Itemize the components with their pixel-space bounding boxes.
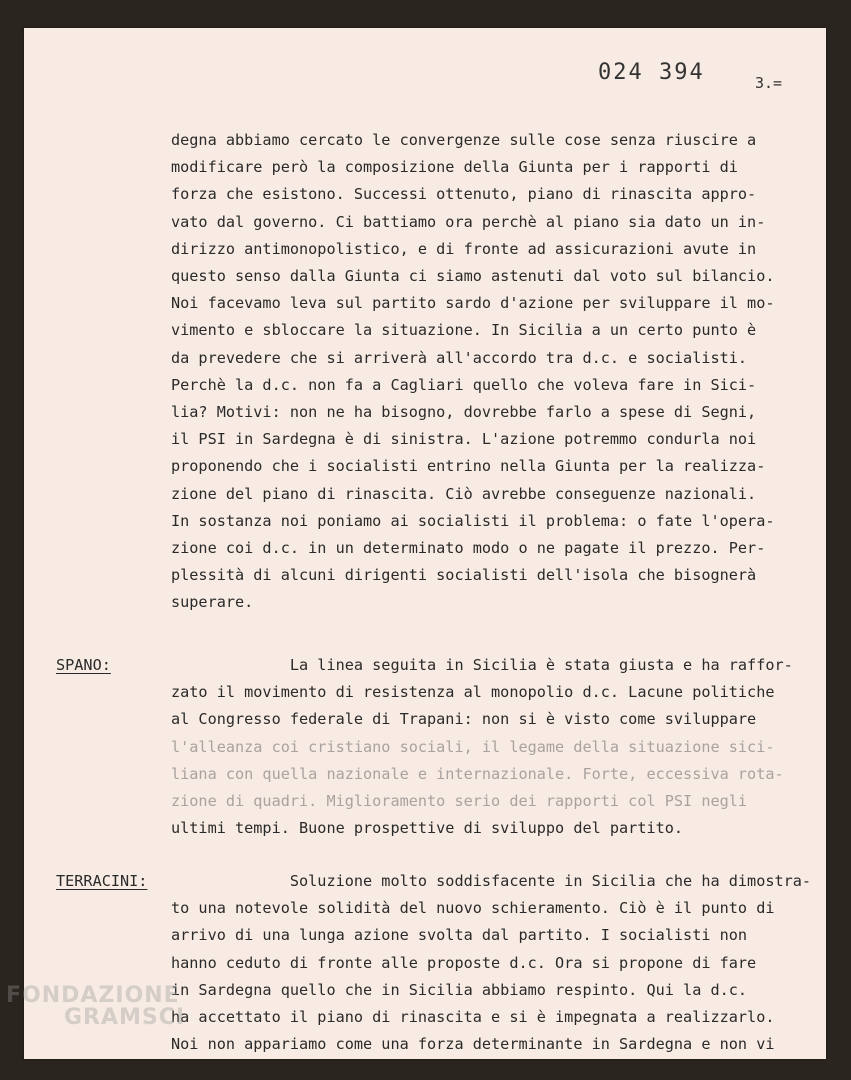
watermark-line-1: FONDAZIONE xyxy=(6,983,180,1008)
speaker-spano: SPANO: xyxy=(56,656,111,674)
watermark-line-2: GRAMSCI xyxy=(64,1005,186,1030)
speaker-terracini: TERRACINI: xyxy=(56,872,148,890)
terracini-remarks: Soluzione molto soddisfacente in Sicilia che ha dimostra- to una notevole solidità del nuovo schieramento. Ciò è il punto di arrivo di una lunga azione svolta dal partito. I socialisti non hanno ceduto di fronte alle proposte d.c. Ora si propone di fare in Sardegna quello che in Sicilia abbiamo respinto. Qui la d.c. ha accettato il piano di rinascita e si è impegnata a realizzarlo. Noi non appariamo come una forza determinante in Sardegna e non vi xyxy=(171,872,812,1054)
paragraph-1: degna abbiamo cercato le convergenze sulle cose senza riuscire a modificare però la composizione della Giunta per i rapporti di forza che esistono. Successi ottenuto, piano di rinascita appro- vato dal governo. Ci battiamo ora perchè al piano sia dato un in- dirizzo antimonopolistico, e di fronte ad assicurazioni avute in questo senso dalla Giunta ci siamo astenuti dal voto sul bilancio. Noi facevamo leva sul partito sardo d'azione per sviluppare il mo- vimento e sbloccare la situazione. In Sicilia a un certo punto è da prevedere che si arriverà all'accordo tra d.c. e socialisti. Perchè la d.c. non fa a Cagliari quello che voleva fare in Sici- lia? Motivi: non ne ha bisogno, dovrebbe farlo a spese di Segni, il PSI in Sardegna è di sinistra. L'azione potremmo condurla noi proponendo che i socialisti entrino nella Giunta per la realizza- zione del piano di rinascita. Ciò avrebbe conseguenze nazionali. In sostanza noi poniamo ai socialisti il problema: o fate l'opera- zione coi d.c. in un determinato modo o ne pagate il prezzo. Per- plessità di alcuni dirigenti socialisti dell'isola che bisognerà superare. xyxy=(171,131,775,612)
spano-text-faint: l'alleanza coi cristiano sociali, il legame della situazione sici- liana con quella nazionale e internazionale. Forte, eccessiva rota- zione di quadri. Miglioramento serio dei rapporti col PSI negli xyxy=(171,737,784,811)
spano-text-dark-b: ultimi tempi. Buone prospettive di sviluppo del partito. xyxy=(171,819,684,838)
spano-remarks xyxy=(171,652,811,842)
archive-number: 024 394 xyxy=(598,60,705,85)
foundation-watermark xyxy=(6,985,185,1029)
typewritten-page xyxy=(24,28,826,1059)
page-number: 3.= xyxy=(755,74,783,92)
spano-text-dark-a: La linea seguita in Sicilia è stata giusta e ha raffor- zato il movimento di resistenza al monopolio d.c. Lacune politiche al Congresso federale di Trapani: non si è visto come sviluppare xyxy=(171,656,793,729)
